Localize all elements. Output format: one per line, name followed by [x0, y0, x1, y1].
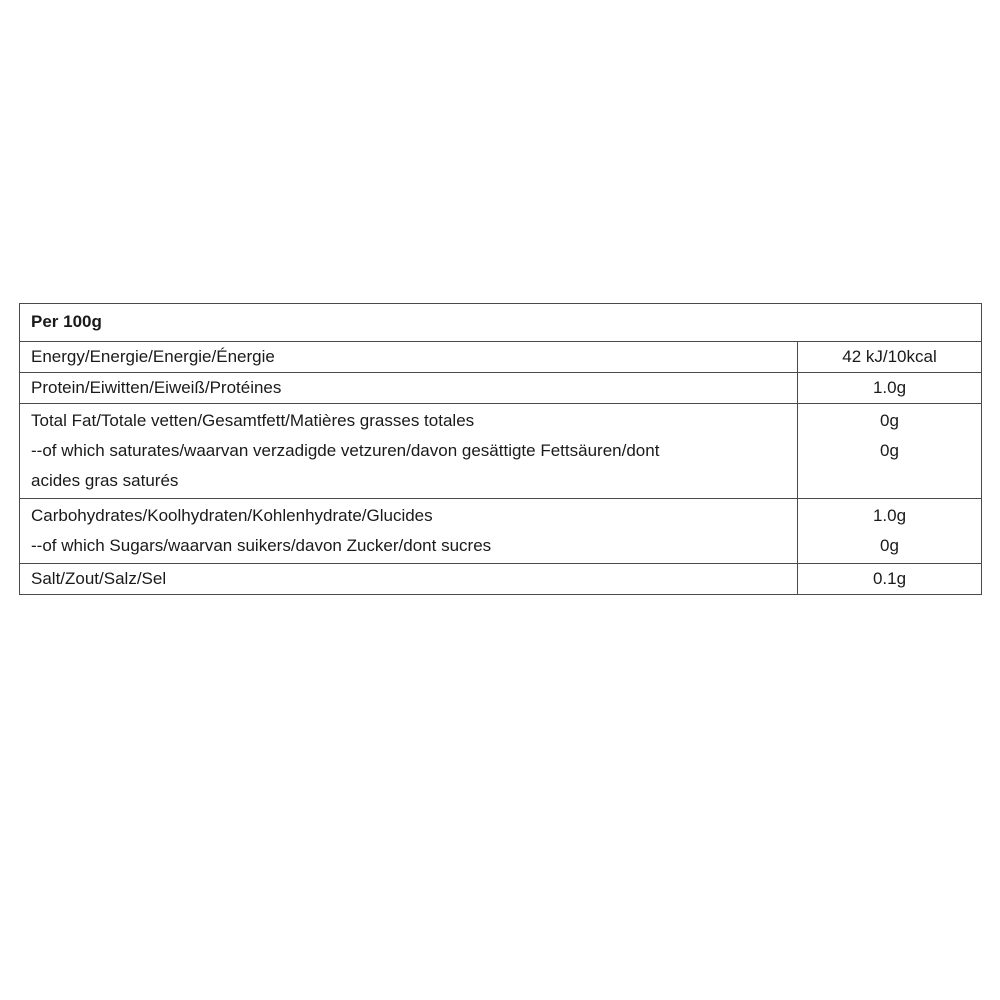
carbohydrates-value: 1.0g: [872, 506, 907, 525]
carbohydrates-label-cell: [20, 499, 798, 564]
table-header-row: [20, 304, 982, 342]
fat-label-cell: [20, 404, 798, 499]
saturates-label-line2: acides gras saturés: [31, 471, 179, 490]
sugars-label: --of which Sugars/waarvan suikers/davon Zucker/dont sucres: [31, 536, 492, 555]
protein-value: 1.0g: [798, 373, 982, 404]
energy-label: Energy/Energie/Energie/Énergie: [20, 342, 798, 373]
sugars-value: 0g: [880, 536, 899, 555]
fat-row: [20, 404, 982, 499]
carbohydrates-label: Carbohydrates/Koolhydraten/Kohlenhydrate/Glucides: [31, 506, 433, 525]
salt-value: 0.1g: [798, 564, 982, 595]
protein-label: Protein/Eiwitten/Eiweiß/Protéines: [20, 373, 798, 404]
energy-row: [20, 342, 982, 373]
energy-value: 42 kJ/10kcal: [798, 342, 982, 373]
fat-label: Total Fat/Totale vetten/Gesamtfett/Matières grasses totales: [31, 411, 475, 430]
fat-value: 0g: [880, 411, 899, 430]
saturates-value: 0g: [880, 441, 899, 460]
per-100g-header: Per 100g: [20, 304, 982, 342]
salt-row: [20, 564, 982, 595]
nutrition-table: [19, 303, 982, 595]
fat-value-cell: [798, 404, 982, 499]
carbohydrates-row: [20, 499, 982, 564]
protein-row: [20, 373, 982, 404]
saturates-label-line1: --of which saturates/waarvan verzadigde vetzuren/davon gesättigte Fettsäuren/dont: [31, 441, 660, 460]
salt-label: Salt/Zout/Salz/Sel: [20, 564, 798, 595]
carbohydrates-value-cell: [798, 499, 982, 564]
